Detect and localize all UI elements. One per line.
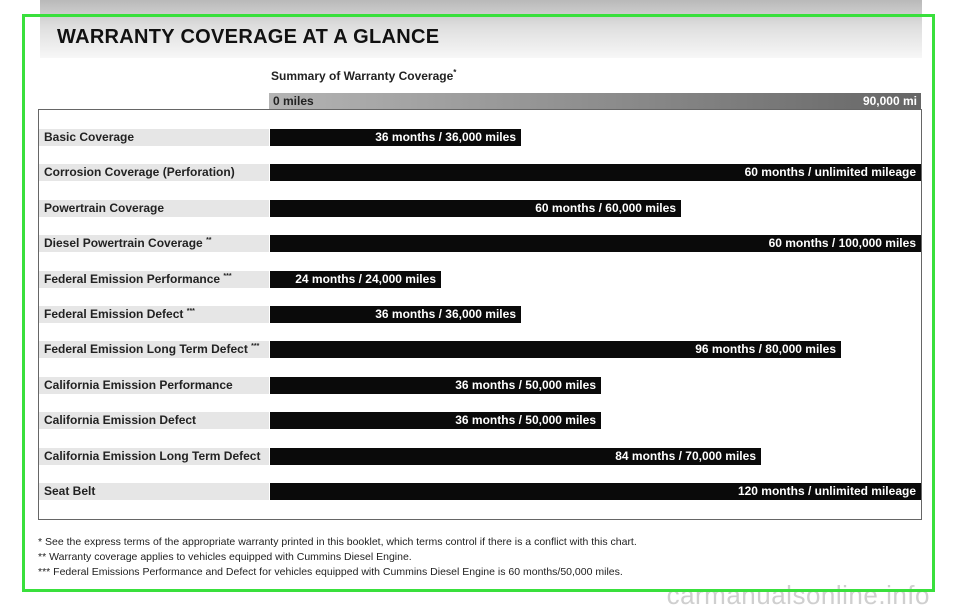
footnotes: [38, 535, 637, 580]
coverage-row: [39, 129, 921, 146]
coverage-bar: 36 months / 36,000 miles: [270, 306, 521, 323]
footnote-3: *** Federal Emissions Performance and Defect for vehicles equipped with Cummins Diesel Engine is 60 months/50,000 miles.: [38, 566, 623, 578]
coverage-label-text: California Emission Performance: [44, 378, 233, 392]
coverage-row: [39, 448, 921, 465]
coverage-label: [39, 377, 269, 394]
coverage-bar: 36 months / 50,000 miles: [270, 412, 601, 429]
coverage-label: [39, 341, 269, 358]
coverage-bar: 84 months / 70,000 miles: [270, 448, 761, 465]
coverage-label: [39, 200, 269, 217]
coverage-label-marker: ***: [186, 308, 195, 315]
coverage-row: [39, 164, 921, 181]
coverage-label-marker: ***: [251, 343, 260, 350]
coverage-label-text: Powertrain Coverage: [44, 201, 165, 215]
summary-title: [271, 68, 456, 83]
coverage-row: [39, 377, 921, 394]
coverage-label-text: Basic Coverage: [44, 130, 135, 144]
coverage-bar: 60 months / 100,000 miles: [270, 235, 921, 252]
coverage-row: [39, 200, 921, 217]
footnote-2: ** Warranty coverage applies to vehicles equipped with Cummins Diesel Engine.: [38, 551, 412, 563]
summary-title-text: Summary of Warranty Coverage: [271, 69, 454, 83]
summary-title-marker: *: [453, 68, 457, 77]
coverage-bar: 36 months / 50,000 miles: [270, 377, 601, 394]
coverage-label: [39, 483, 269, 500]
coverage-chart: [38, 109, 922, 520]
coverage-label-marker: **: [206, 237, 212, 244]
coverage-label-text: Diesel Powertrain Coverage: [44, 236, 203, 250]
coverage-label-text: California Emission Defect: [44, 413, 197, 427]
coverage-bar: 60 months / 60,000 miles: [270, 200, 681, 217]
coverage-label: [39, 129, 269, 146]
coverage-label-text: Federal Emission Performance: [44, 272, 221, 286]
watermark: carmanualsonline.info: [666, 580, 930, 610]
coverage-label: [39, 164, 269, 181]
coverage-row: [39, 235, 921, 252]
coverage-label: [39, 271, 269, 288]
coverage-label-text: Federal Emission Defect: [44, 307, 184, 321]
coverage-label-text: Seat Belt: [44, 484, 96, 498]
mileage-scale-bar: [269, 93, 921, 109]
coverage-label-text: California Emission Long Term Defect: [44, 449, 261, 463]
coverage-label: [39, 235, 269, 252]
coverage-row: [39, 271, 921, 288]
coverage-label: [39, 448, 269, 465]
coverage-row: [39, 412, 921, 429]
scale-end-label: 90,000 mi: [862, 94, 917, 108]
coverage-label-text: Corrosion Coverage (Perforation): [44, 165, 235, 179]
coverage-label-marker: ***: [223, 273, 232, 280]
footnote-1: * See the express terms of the appropriate warranty printed in this booklet, which terms control if there is a conflict with this chart.: [38, 536, 637, 548]
coverage-bar: 36 months / 36,000 miles: [270, 129, 521, 146]
coverage-label-text: Federal Emission Long Term Defect: [44, 342, 248, 356]
coverage-label: [39, 412, 269, 429]
coverage-bar: 120 months / unlimited mileage: [270, 483, 921, 500]
page-title: WARRANTY COVERAGE AT A GLANCE: [57, 26, 440, 48]
coverage-row: [39, 483, 921, 500]
coverage-row: [39, 306, 921, 323]
coverage-label: [39, 306, 269, 323]
coverage-row: [39, 341, 921, 358]
scale-start-label: 0 miles: [273, 94, 314, 108]
coverage-bar: 24 months / 24,000 miles: [270, 271, 441, 288]
coverage-bar: 60 months / unlimited mileage: [270, 164, 921, 181]
coverage-bar: 96 months / 80,000 miles: [270, 341, 841, 358]
